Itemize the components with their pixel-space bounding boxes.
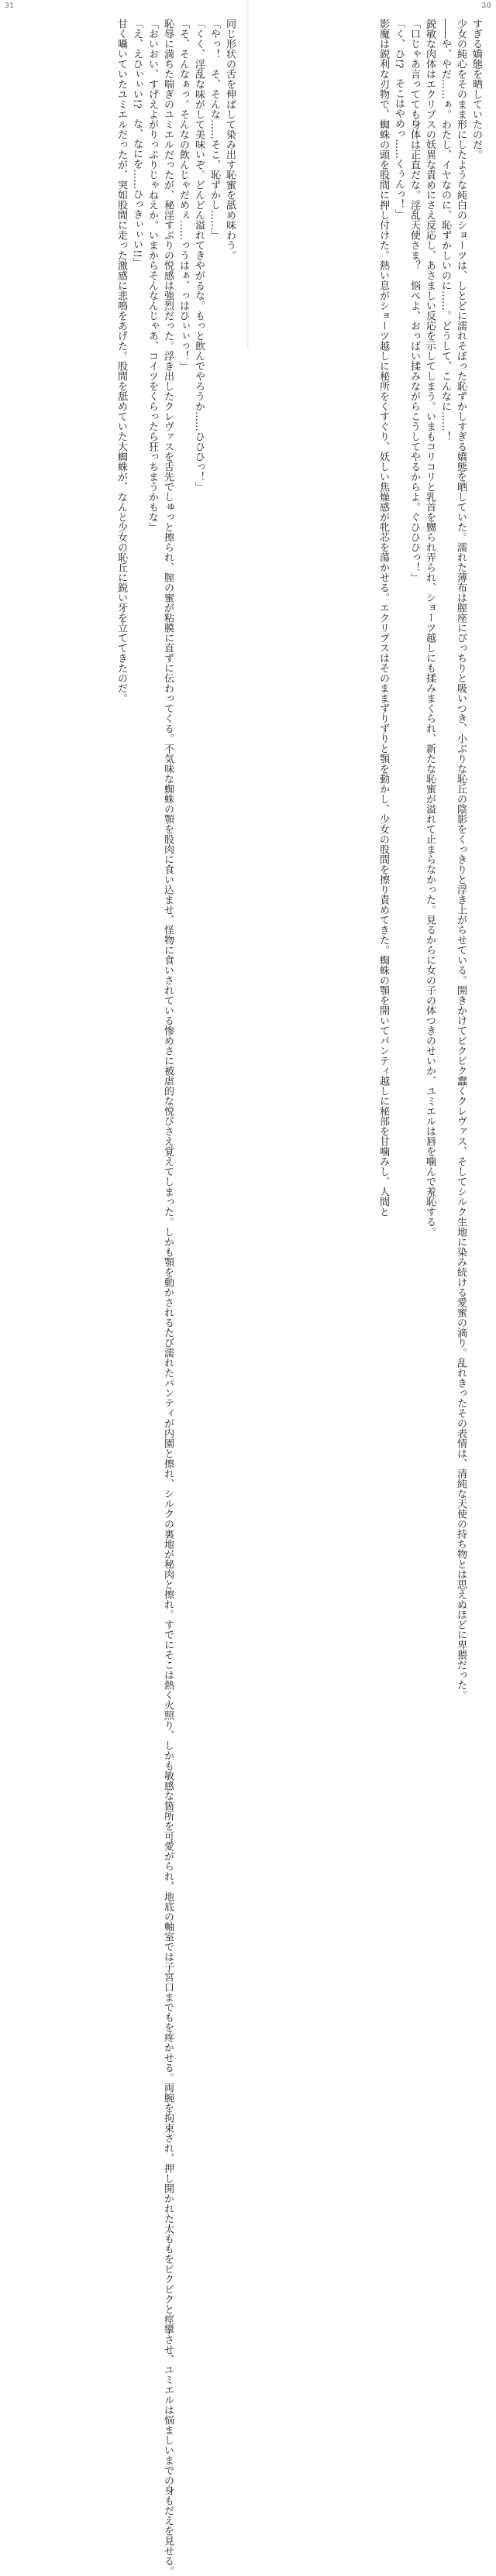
text-line: 少女の純心をそのまま形にしたような純白のショーツは、しとどに濡れそぼった恥ずかしすぎる嬌態を晒していた。濡れた薄布は膣座にぴっちりと吸いつき、小ぶりな恥丘の陰影をくっきりと浮き上がらせている。開きかけてピクピク蠢くクレヴァス、そしてシルク生地に染み続ける愛蜜の滴り。乱れきったその表情は、清純な天使の持ち物とは思えぬほどに卑猥だった。 (455, 19, 467, 1700)
text-line: 影魔は鋭利な刃物で、蜘蛛の頭を股間に押し付けた。熱い息がショーツ越しに秘所をくすぐり、妖しい焦燥感が牝芯を蕩かせる。エクリプスはそのままずりずりと顎を動かし、少女の股間を擦り責めてきた。蜘蛛の顎を開いてパンティ越しに秘部を甘噛みし、人間と (377, 19, 389, 1217)
text-line: 「くく、淫乱な味がして美味いぞ。どんどん溢れてきやがるな。もっと飲んでやろうか……ひひひっ！」 (193, 19, 205, 492)
text-line: すぎる嬌態を晒していたのだ。 (470, 19, 482, 160)
text-line: 「そ、そんなぁっ。そんなの飲んじゃだめぇ……っうはぁ、っはひぃぃっ！」 (177, 19, 189, 371)
text-line: 恥辱に満ちた喘ぎのユミエルだったが、秘淫すぶりの悦感は強烈だった。浮き出したクレヴァスを舌先でしゅっと擦られ、膣の蜜が粘膜に直ずに伝わってくる。不気味な蜘蛛の顎を股肉に食い込ませ、怪物に食いされている惨めさに被虐的な悦びさえ覚えてしまった。しかも顎を動かされるたび濡れたパンティが内園と擦れ、シルクの裏地が秘肉と擦れ。すでにそこは熱く火照り、しかも敏感な箇所を可愛がられ、地底の軸室では子宮口までもを疼かせる。両腕を拘束され、押し開かれた太ももをピクピクと痙攣させ、ユミエルは悩ましいまでの身もだえを見せる。 (162, 19, 174, 2576)
left-page-number: 31 (5, 2, 15, 10)
right-page-body-text (254, 19, 484, 1700)
text-line: 「く、ひ!? そこはやめっ……くぅんっ！」 (393, 19, 405, 220)
text-line: 鋭敏な肉体はエクリプスの妖異な責めにさえ反応し、あさましい反応を示してしまう。いまもコリコリと乳首を嬲られ弄られ、ショーツ越しにも揉みまくられ、新たな恥蜜が溢れて止まらなかった。見るからに女の子の体つきのせいか、ユミエルは唇を噛んで羞恥する。 (424, 19, 436, 1237)
text-line: 「おいおい、すげえよがりっぷりじゃねえか。いまからそんなんじゃあ、コイツをくらったら狂っちまうかもな」 (146, 19, 158, 532)
right-page (248, 0, 496, 1700)
text-line: ――や、やだ……ぁ。わたし、イヤなのに、恥ずかしいのに……。どうして、こんなに……！ (439, 19, 451, 441)
right-page-number: 30 (481, 2, 491, 10)
text-line: 「口じゃあ言ってても身体は正直だな。淫乱天使さま？ 悩ぺよ、おっぱい揉みながらこうしてやるからよ。ぐひひひっ！」 (408, 19, 420, 582)
text-line: 同じ形状の舌を伸ばして染み出す恥蜜を舐め味わう。 (224, 19, 236, 260)
text-line: 「え、えひぃぃい!? な、なにを……ひっきぃぃい!!」 (131, 19, 143, 268)
text-line: 「やっ！ そ、そんな……そこ、恥ずかし……」 (208, 19, 220, 240)
left-page-body-text (8, 19, 237, 2576)
text-line: 甘く囁いていたユミエルだったが、突如股間に走った激感に悲鳴をあげた。股間を舐めていた大蜘蛛が、なんと少女の恥丘に鋭い牙を立ててきたのだ。 (115, 19, 127, 703)
